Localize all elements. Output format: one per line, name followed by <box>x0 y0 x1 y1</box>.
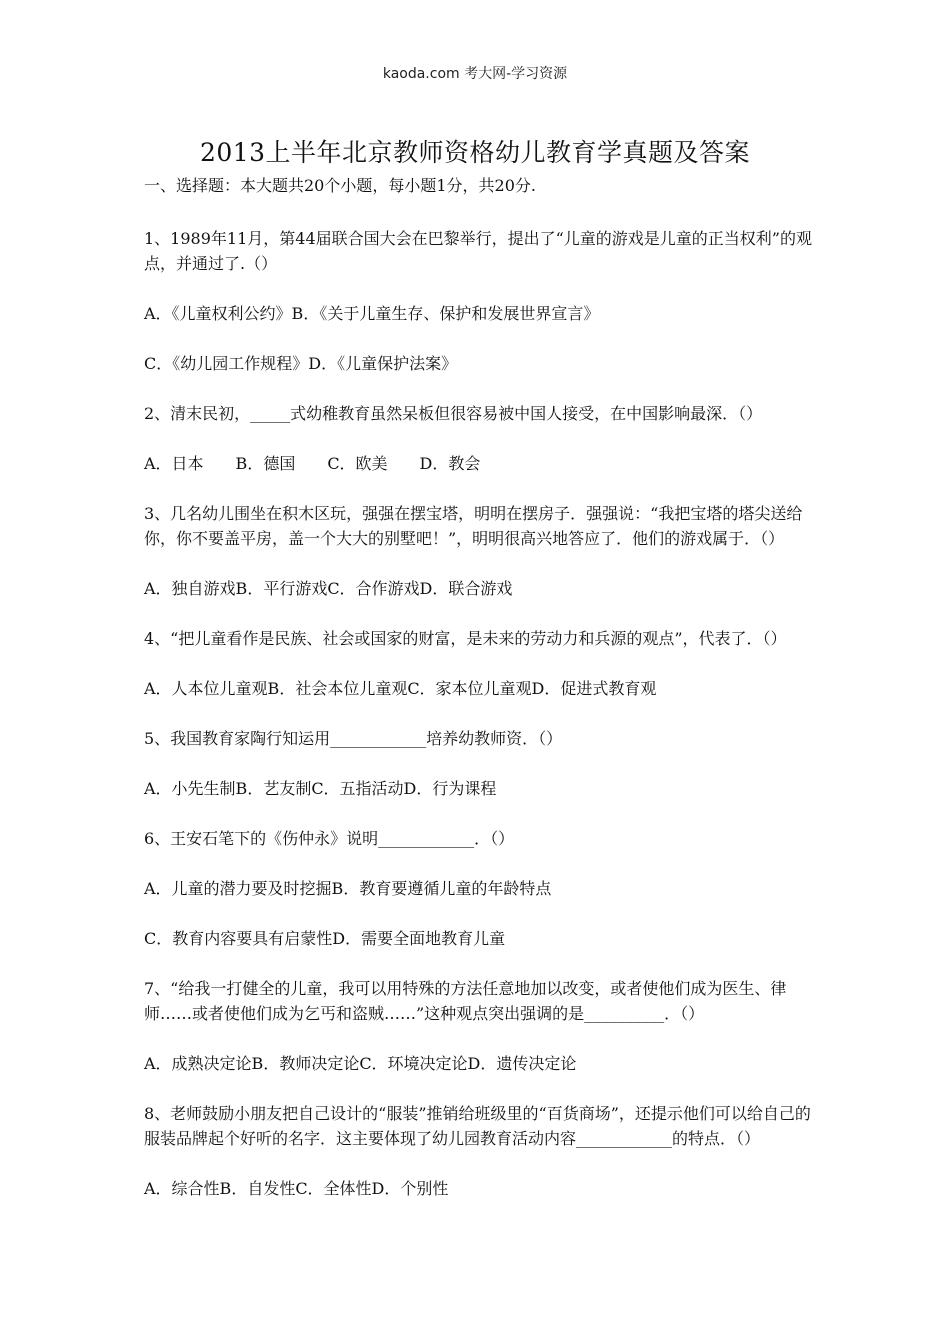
question-3-options: A．独自游戏B．平行游戏C．合作游戏D．联合游戏 <box>144 579 513 598</box>
question-3: 3、几名幼儿围坐在积木区玩，强强在摆宝塔，明明在摆房子．强强说：“我把宝塔的塔尖送给你，你不要盖平房，盖一个大大的别墅吧！”，明明很高兴地答应了．他们的游戏属于．（） <box>144 504 803 548</box>
section-heading: 一、选择题：本大题共20个小题，每小题1分，共20分. <box>144 176 536 195</box>
question-1-options-line-2: C．《幼儿园工作规程》D．《儿童保护法案》 <box>144 354 458 373</box>
question-1-options-line-1: A．《儿童权利公约》B．《关于儿童生存、保护和发展世界宣言》 <box>144 304 600 323</box>
question-2: 2、清末民初，_____式幼稚教育虽然呆板但很容易被中国人接受，在中国影响最深．（） <box>144 404 763 423</box>
question-7-options: A．成熟决定论B．教师决定论C．环境决定论D．遗传决定论 <box>144 1054 577 1073</box>
question-1: 1、1989年11月，第44届联合国大会在巴黎举行，提出了“儿童的游戏是儿童的正当权利”的观点，并通过了.（） <box>144 229 812 273</box>
question-5-options: A．小先生制B．艺友制C．五指活动D．行为课程 <box>144 779 497 798</box>
exam-content <box>144 173 812 1226</box>
question-4-options: A．人本位儿童观B．社会本位儿童观C．家本位儿童观D．促进式教育观 <box>144 679 657 698</box>
question-5: 5、我国教育家陶行知运用____________培养幼教师资．（） <box>144 729 563 748</box>
question-7: 7、“给我一打健全的儿童，我可以用特殊的方法任意地加以改变，或者使他们成为医生、律师……或者使他们成为乞丐和盗贼……”这种观点突出强调的是__________．（） <box>144 979 787 1023</box>
question-6-options-line-2: C．教育内容要具有启蒙性D．需要全面地教育儿童 <box>144 929 506 948</box>
question-4: 4、“把儿童看作是民族、社会或国家的财富，是未来的劳动力和兵源的观点”，代表了．（） <box>144 629 787 648</box>
page-title: 2013上半年北京教师资格幼儿教育学真题及答案 <box>199 138 751 167</box>
question-8-options: A．综合性B．自发性C．全体性D．个别性 <box>144 1179 449 1198</box>
site-header: kaoda.com 考大网-学习资源 <box>382 66 568 82</box>
question-8: 8、老师鼓励小朋友把自己设计的“服装”推销给班级里的“百货商场”，还提示他们可以给自己的服装品牌起个好听的名字．这主要体现了幼儿园教育活动内容____________的特点．（） <box>144 1104 811 1148</box>
question-6-options-line-1: A．儿童的潜力要及时挖掘B．教育要遵循儿童的年龄特点 <box>144 879 552 898</box>
question-2-options: A．日本 B．德国 C．欧美 D．教会 <box>144 454 481 473</box>
question-6: 6、王安石笔下的《伤仲永》说明____________．（） <box>144 829 515 848</box>
